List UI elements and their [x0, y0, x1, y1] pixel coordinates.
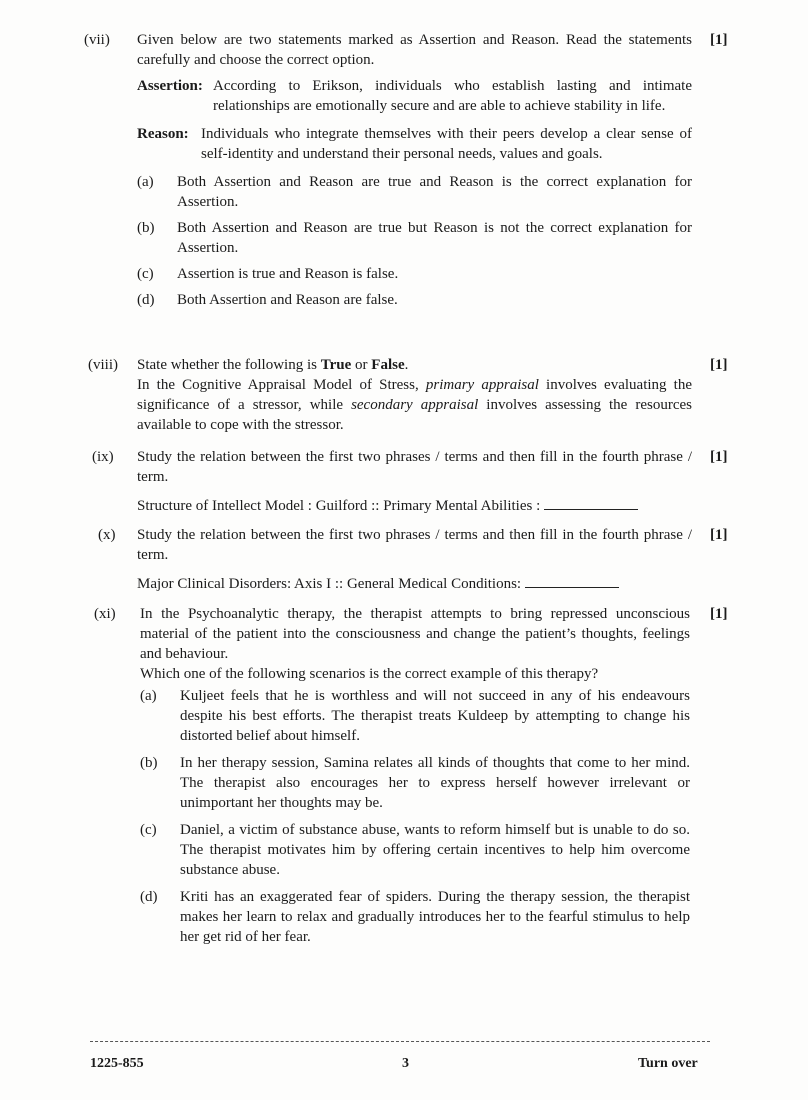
- option-text: Both Assertion and Reason are false.: [177, 292, 398, 308]
- option-label: (c): [140, 822, 157, 838]
- question-number: (vii): [84, 32, 110, 48]
- true-word: True: [320, 357, 352, 373]
- question-number: (xi): [94, 606, 116, 622]
- question-number: (x): [98, 527, 116, 543]
- page-number: 3: [402, 1056, 409, 1071]
- question-stem: Given below are two statements marked as Assertion and Reason. Read the statements carefully and choose the correct option.: [137, 32, 692, 68]
- option-label: (d): [137, 292, 155, 308]
- fill-blank[interactable]: [544, 495, 638, 510]
- question-number: (ix): [92, 449, 114, 465]
- option-d[interactable]: [137, 290, 692, 310]
- paper-code: 1225-855: [90, 1056, 144, 1071]
- fill-blank[interactable]: [525, 573, 619, 588]
- question-stem: In the Psychoanalytic therapy, the therapist attempts to bring repressed unconscious material of the patient into the consciousness and change the patient’s thoughts, feelings and behaviour.: [140, 606, 690, 662]
- option-d[interactable]: [140, 887, 690, 947]
- assertion: [137, 76, 692, 116]
- question-prompt: Which one of the following scenarios is the correct example of this therapy?: [140, 666, 599, 682]
- analogy: Major Clinical Disorders: Axis I :: General Medical Conditions:: [137, 573, 692, 594]
- question-body: [140, 604, 690, 947]
- marks: [1]: [710, 606, 728, 622]
- option-text: Both Assertion and Reason are true and Reason is the correct explanation for Assertion.: [177, 174, 692, 210]
- question-body: [137, 447, 692, 516]
- option-a[interactable]: [140, 686, 690, 746]
- marks: [1]: [710, 357, 728, 373]
- reason-label: Reason:: [137, 126, 189, 142]
- false-word: False: [371, 357, 405, 373]
- question-body: [137, 355, 692, 435]
- option-label: (d): [140, 889, 158, 905]
- option-label: (b): [140, 755, 158, 771]
- question-body: [137, 525, 692, 594]
- option-text: Daniel, a victim of substance abuse, wants to reform himself but is unable to do so. The therapist motivates him by offering certain incentives to help him overcome substance abuse.: [180, 822, 690, 878]
- question-stem: Study the relation between the first two phrases / terms and then fill in the fourth phrase / term.: [137, 449, 692, 485]
- reason-text: Individuals who integrate themselves with their peers develop a clear sense of self-identity and understand their personal needs, values and goals.: [201, 126, 692, 162]
- option-text: In her therapy session, Samina relates all kinds of thoughts that come to her mind. The therapist also encourages her to express herself however irrelevant or unimportant her thoughts may be.: [180, 755, 690, 811]
- options-list: [140, 686, 690, 947]
- question-stem: State whether the following is True or False.: [137, 357, 409, 373]
- marks: [1]: [710, 527, 728, 543]
- options-list: [137, 172, 692, 310]
- option-a[interactable]: [137, 172, 692, 212]
- turn-over-note: Turn over: [638, 1056, 698, 1071]
- assertion-text: According to Erikson, individuals who establish lasting and intimate relationships are emotionally secure and are able to achieve stability in life.: [213, 78, 692, 114]
- option-b[interactable]: [137, 218, 692, 258]
- assertion-label: Assertion:: [137, 78, 203, 94]
- option-b[interactable]: [140, 753, 690, 813]
- footer-divider: [90, 1041, 710, 1042]
- option-text: Kriti has an exaggerated fear of spiders. During the therapy session, the therapist makes her learn to relax and gradually introduces her to the fearful stimulus to help her get rid of her fear.: [180, 889, 690, 945]
- statement: In the Cognitive Appraisal Model of Stress, primary appraisal involves evaluating the significance of a stressor, while secondary appraisal involves assessing the resources available to cope with the stressor.: [137, 377, 693, 433]
- question-stem: Study the relation between the first two phrases / terms and then fill in the fourth phrase / term.: [137, 527, 692, 563]
- option-label: (a): [140, 688, 157, 704]
- option-text: Both Assertion and Reason are true but Reason is not the correct explanation for Assertion.: [177, 220, 692, 256]
- option-text: Kuljeet feels that he is worthless and will not succeed in any of his endeavours despite his best efforts. The therapist treats Kuldeep by attempting to change his distorted belief about himself.: [180, 688, 690, 744]
- marks: [1]: [710, 449, 728, 465]
- reason: [137, 124, 692, 164]
- option-label: (a): [137, 174, 154, 190]
- option-label: (b): [137, 220, 155, 236]
- option-text: Assertion is true and Reason is false.: [177, 266, 399, 282]
- option-label: (c): [137, 266, 154, 282]
- question-body: [137, 30, 692, 310]
- option-c[interactable]: [137, 264, 692, 284]
- question-number: (viii): [88, 357, 118, 373]
- analogy: Structure of Intellect Model : Guilford :: Primary Mental Abilities :: [137, 495, 692, 516]
- marks: [1]: [710, 32, 728, 48]
- option-c[interactable]: [140, 820, 690, 880]
